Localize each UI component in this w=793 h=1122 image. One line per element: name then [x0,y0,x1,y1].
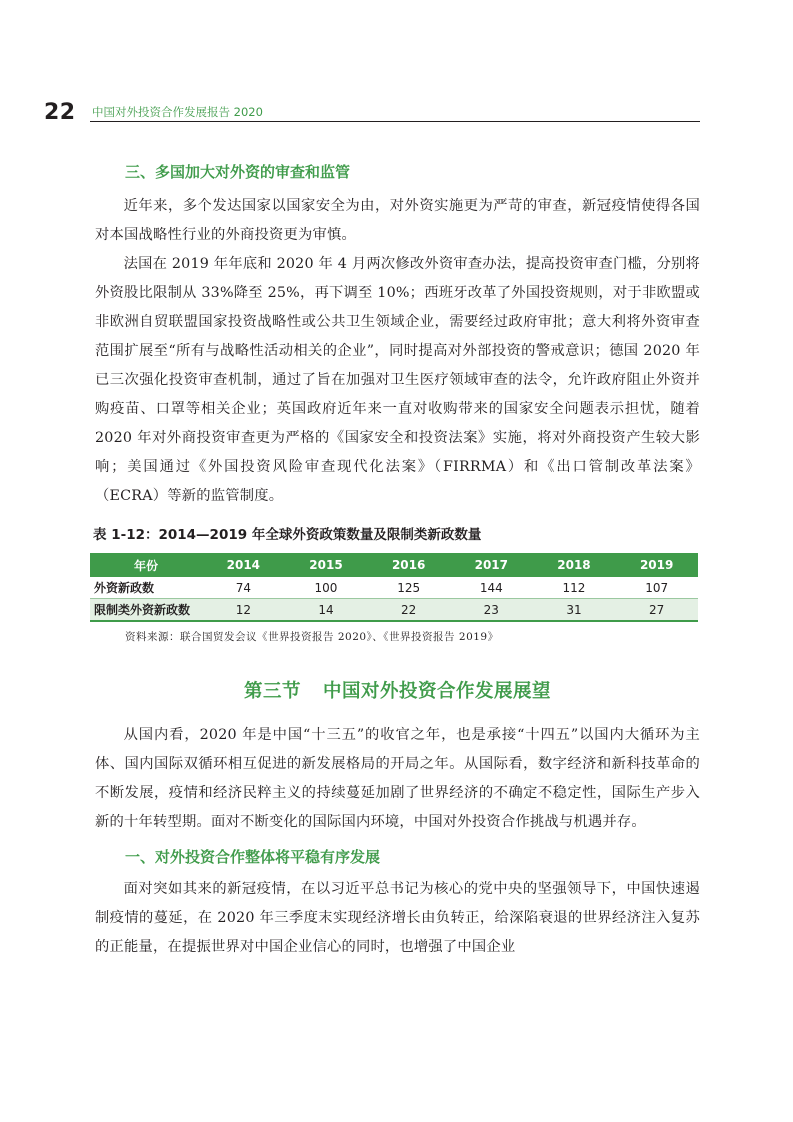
table-cell: 107 [615,577,698,599]
table-row-label: 外资新政数 [90,577,202,599]
table-cell: 100 [285,577,368,599]
header-divider [90,121,700,122]
table-header-cell: 年份 [90,553,202,577]
running-title: 中国对外投资合作发展报告 2020 [92,105,263,119]
table-row [90,577,698,599]
policy-table [90,553,698,622]
table-header-cell: 2014 [202,553,285,577]
paragraph: 面对突如其来的新冠疫情，在以习近平总书记为核心的党中央的坚强领导下，中国快速遏制疫情的蔓延，在 2020 年三季度末实现经济增长由负转正，给深陷衰退的世界经济注入复苏的正能量，在提振世界对中国企业信心的同时，也增强了中国企业 [95,881,700,955]
table-header-row [90,553,698,577]
section-number: 第三节 [243,681,301,702]
paragraph: 法国在 2019 年年底和 2020 年 4 月两次修改外资审查办法，提高投资审查门槛，分别将外资股比限制从 33%降至 25%，再下调至 10%；西班牙改革了外国投资规则，对于非欧盟或非欧洲自贸联盟国家投资战略性或公共卫生领域企业，需要经过政府审批；意大利将外资审查范围扩展至“所有与战略性活动相关的企业”，同时提高对外部投资的警戒意识；德国 2020 年已三次强化投资审查机制，通过了旨在加强对卫生医疗领域审查的法令，允许政府阻止外资并购疫苗、口罩等相关企业；英国政府近年来一直对收购带来的国家安全问题表示担忧，随着 2020 年对外商投资审查更为严格的《国家安全和投资法案》实施，将对外商投资产生较大影响；美国通过《外国投资风险审查现代化法案》（FIRRMA）和《出口管制改革法案》（ECRA）等新的监管制度。 [95,256,700,504]
table-row-label: 限制类外资新政数 [90,599,202,622]
section-title-text: 中国对外投资合作发展展望 [323,681,552,702]
table-cell: 144 [450,577,533,599]
table-cell: 14 [285,599,368,622]
table-cell: 22 [367,599,450,622]
table-caption: 表 1-12：2014—2019 年全球外资政策数量及限制类新政数量 [93,527,482,543]
table-source-note: 资料来源：联合国贸发会议《世界投资报告 2020》、《世界投资报告 2019》 [125,631,499,643]
paragraph: 从国内看，2020 年是中国“十三五”的收官之年，也是承接“十四五”以国内大循环为主体、国内国际双循环相互促进的新发展格局的开局之年。从国际看，数字经济和新科技革命的不断发展，疫情和经济民粹主义的持续蔓延加剧了世界经济的不确定不稳定性，国际生产步入新的十年转型期。面对不断变化的国际国内环境，中国对外投资合作挑战与机遇并存。 [95,727,700,830]
table-cell: 74 [202,577,285,599]
paragraph: 近年来，多个发达国家以国家安全为由，对外资实施更为严苛的审查，新冠疫情使得各国对本国战略性行业的外商投资更为审慎。 [95,198,700,243]
table-cell: 23 [450,599,533,622]
table-cell: 27 [615,599,698,622]
section-heading: 三、多国加大对外资的审查和监管 [125,163,351,181]
table-cell: 12 [202,599,285,622]
table-header-cell: 2017 [450,553,533,577]
table-header-cell: 2016 [367,553,450,577]
table-cell: 112 [533,577,616,599]
table-cell: 31 [533,599,616,622]
table-header-cell: 2018 [533,553,616,577]
table-cell: 125 [367,577,450,599]
chapter-section-title [95,679,700,705]
table-row [90,599,698,622]
page-number: 22 [44,100,76,125]
table-header-cell: 2019 [615,553,698,577]
subsection-heading: 一、对外投资合作整体将平稳有序发展 [125,848,381,866]
table-header-cell: 2015 [285,553,368,577]
page-body [95,160,700,962]
